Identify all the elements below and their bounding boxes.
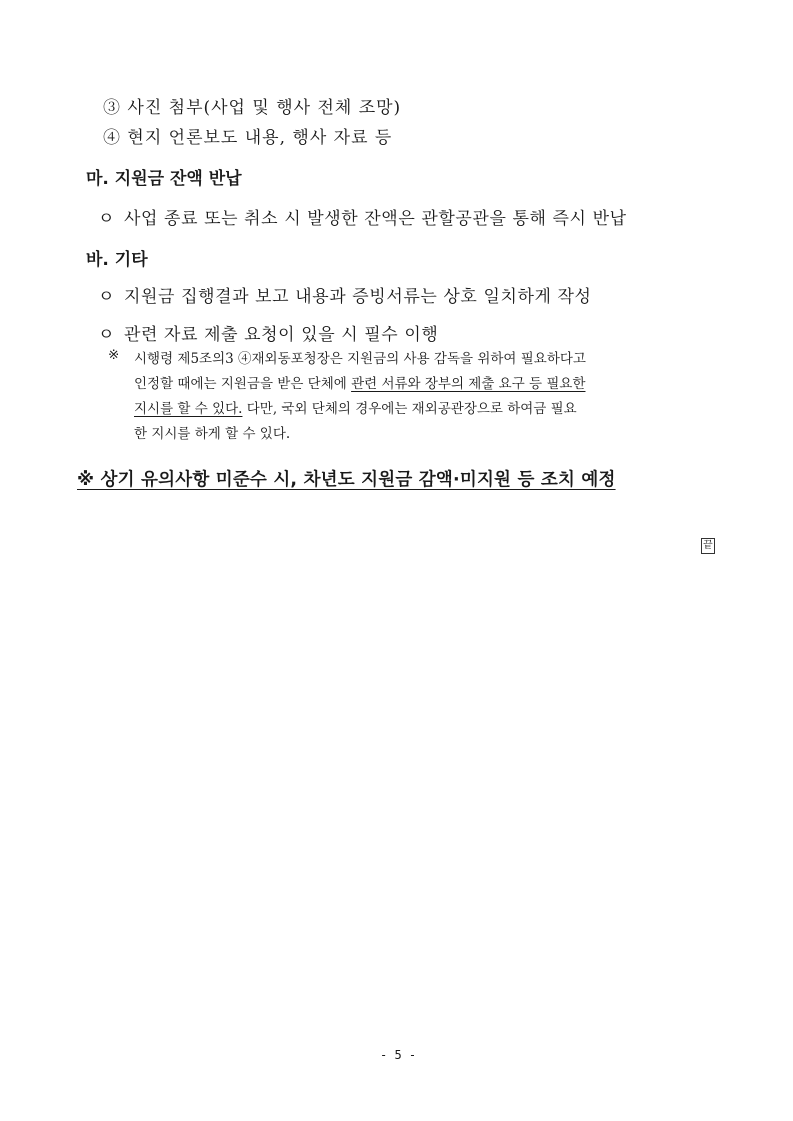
note-text: 다만, 국외 단체의 경우에는 재외공관장으로 하여금 필요 — [242, 401, 577, 417]
bullet-submission — [98, 320, 438, 345]
bullet-mark: ㅇ — [98, 209, 116, 229]
page-number: - 5 - — [380, 1048, 417, 1062]
bullet-text: 지원금 집행결과 보고 내용과 증빙서류는 상호 일치하게 작성 — [124, 287, 592, 307]
note-line-1: 시행령 제5조의3 ④재외동포청장은 지원금의 사용 감독을 위하여 필요하다고 — [134, 351, 586, 367]
note-line-4: 한 지시를 하게 할 수 있다. — [134, 426, 291, 442]
bullet-mark: ㅇ — [98, 325, 116, 345]
section-heading-other: 바. 기타 — [86, 250, 148, 270]
note-underlined-text: 지시를 할 수 있다. — [134, 401, 243, 417]
bullet-refund — [98, 204, 627, 229]
note-line-2 — [134, 372, 585, 392]
note-text: 인정할 때에는 지원금을 받은 단체에 — [134, 376, 352, 392]
note-mark: ※ — [108, 347, 120, 363]
end-mark: 끝 — [701, 538, 715, 554]
note-underlined-text: 관련 서류와 장부의 제출 요구 등 필요한 — [351, 376, 586, 392]
item-press: ④ 현지 언론보도 내용, 행사 자료 등 — [103, 128, 393, 148]
bullet-report — [98, 282, 592, 307]
warning-notice: ※ 상기 유의사항 미준수 시, 차년도 지원금 감액·미지원 등 조치 예정 — [77, 470, 616, 490]
bullet-mark: ㅇ — [98, 287, 116, 307]
section-heading-refund: 마. 지원금 잔액 반납 — [86, 169, 242, 189]
item-photos: ③ 사진 첨부(사업 및 행사 전체 조망) — [103, 98, 402, 118]
bullet-text: 관련 자료 제출 요청이 있을 시 필수 이행 — [124, 325, 439, 345]
note-line-3 — [134, 397, 577, 417]
bullet-text: 사업 종료 또는 취소 시 발생한 잔액은 관할공관을 통해 즉시 반납 — [124, 209, 627, 229]
